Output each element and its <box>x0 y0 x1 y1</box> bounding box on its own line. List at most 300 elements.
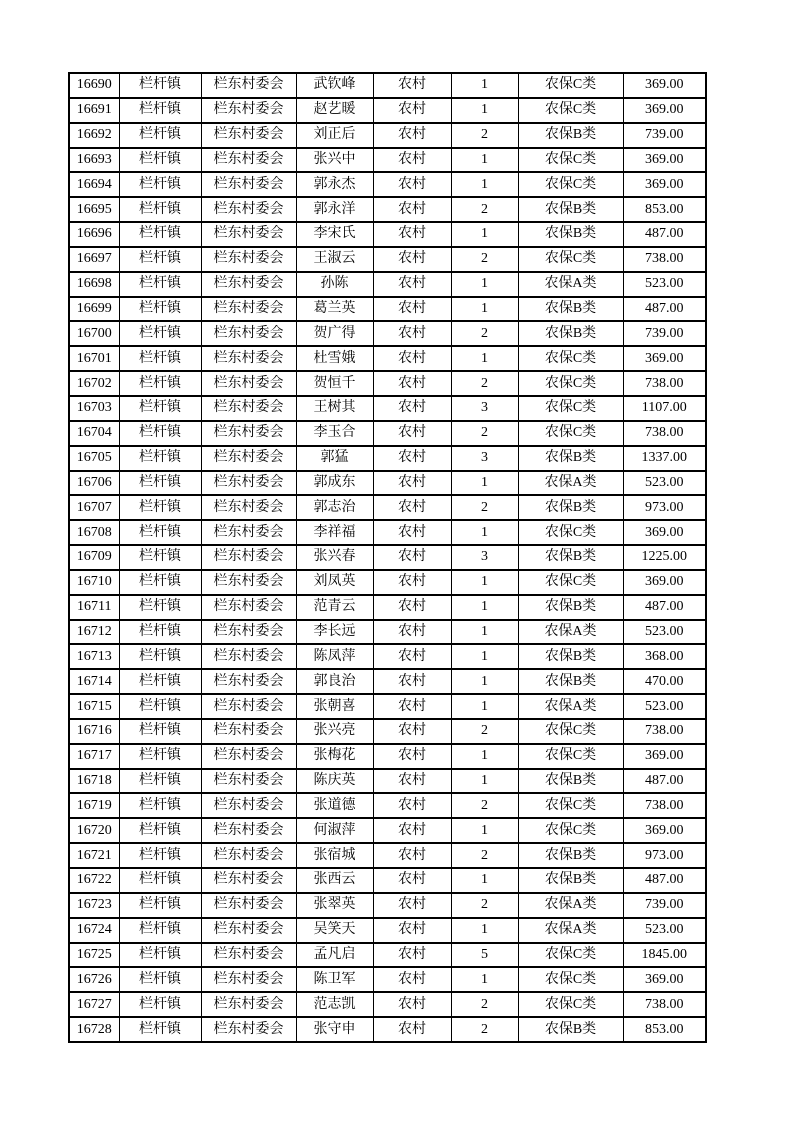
cell-person-count: 1 <box>451 98 518 123</box>
cell-insurance-category: 农保C类 <box>518 172 623 197</box>
cell-town: 栏杆镇 <box>119 943 201 968</box>
cell-town: 栏杆镇 <box>119 843 201 868</box>
cell-record-id: 16720 <box>69 818 119 843</box>
cell-person-count: 2 <box>451 793 518 818</box>
cell-amount: 738.00 <box>623 371 706 396</box>
cell-insurance-category: 农保C类 <box>518 346 623 371</box>
cell-person-count: 1 <box>451 73 518 98</box>
cell-insurance-category: 农保B类 <box>518 1017 623 1042</box>
cell-person-count: 1 <box>451 967 518 992</box>
cell-record-id: 16701 <box>69 346 119 371</box>
cell-record-id: 16717 <box>69 744 119 769</box>
cell-amount: 523.00 <box>623 918 706 943</box>
cell-residence-type: 农村 <box>373 918 451 943</box>
cell-town: 栏杆镇 <box>119 893 201 918</box>
table-row <box>69 396 706 421</box>
cell-insurance-category: 农保C类 <box>518 992 623 1017</box>
cell-person-name: 王树其 <box>296 396 373 421</box>
cell-amount: 487.00 <box>623 868 706 893</box>
cell-village-committee: 栏东村委会 <box>201 148 296 173</box>
cell-person-name: 李长远 <box>296 620 373 645</box>
cell-town: 栏杆镇 <box>119 719 201 744</box>
cell-person-name: 李玉合 <box>296 421 373 446</box>
cell-amount: 487.00 <box>623 595 706 620</box>
cell-person-count: 1 <box>451 222 518 247</box>
table-row <box>69 222 706 247</box>
cell-person-name: 何淑萍 <box>296 818 373 843</box>
cell-person-name: 王淑云 <box>296 247 373 272</box>
cell-insurance-category: 农保C类 <box>518 570 623 595</box>
cell-amount: 523.00 <box>623 620 706 645</box>
table-row <box>69 918 706 943</box>
cell-town: 栏杆镇 <box>119 421 201 446</box>
cell-person-name: 贺广得 <box>296 321 373 346</box>
table-row <box>69 694 706 719</box>
cell-insurance-category: 农保B类 <box>518 222 623 247</box>
cell-person-name: 张兴亮 <box>296 719 373 744</box>
cell-residence-type: 农村 <box>373 992 451 1017</box>
cell-person-count: 2 <box>451 371 518 396</box>
cell-record-id: 16692 <box>69 123 119 148</box>
cell-residence-type: 农村 <box>373 321 451 346</box>
cell-person-count: 2 <box>451 992 518 1017</box>
cell-person-count: 2 <box>451 247 518 272</box>
cell-village-committee: 栏东村委会 <box>201 868 296 893</box>
cell-village-committee: 栏东村委会 <box>201 545 296 570</box>
table-row <box>69 793 706 818</box>
cell-village-committee: 栏东村委会 <box>201 893 296 918</box>
cell-village-committee: 栏东村委会 <box>201 197 296 222</box>
cell-amount: 738.00 <box>623 421 706 446</box>
cell-insurance-category: 农保A类 <box>518 471 623 496</box>
cell-insurance-category: 农保B类 <box>518 843 623 868</box>
cell-village-committee: 栏东村委会 <box>201 669 296 694</box>
cell-town: 栏杆镇 <box>119 495 201 520</box>
table-row <box>69 197 706 222</box>
cell-person-name: 葛兰英 <box>296 297 373 322</box>
table-row <box>69 421 706 446</box>
cell-village-committee: 栏东村委会 <box>201 421 296 446</box>
cell-insurance-category: 农保C类 <box>518 371 623 396</box>
cell-town: 栏杆镇 <box>119 446 201 471</box>
cell-person-count: 2 <box>451 321 518 346</box>
cell-record-id: 16700 <box>69 321 119 346</box>
cell-insurance-category: 农保B类 <box>518 644 623 669</box>
cell-insurance-category: 农保C类 <box>518 148 623 173</box>
cell-person-count: 1 <box>451 918 518 943</box>
cell-person-name: 张兴春 <box>296 545 373 570</box>
cell-amount: 369.00 <box>623 98 706 123</box>
cell-insurance-category: 农保B类 <box>518 769 623 794</box>
table-row <box>69 967 706 992</box>
cell-town: 栏杆镇 <box>119 148 201 173</box>
cell-person-count: 1 <box>451 272 518 297</box>
cell-person-name: 吴笑天 <box>296 918 373 943</box>
cell-person-name: 范志凯 <box>296 992 373 1017</box>
cell-town: 栏杆镇 <box>119 570 201 595</box>
cell-person-count: 1 <box>451 346 518 371</box>
table-row <box>69 520 706 545</box>
cell-village-committee: 栏东村委会 <box>201 471 296 496</box>
table-row <box>69 1017 706 1042</box>
cell-village-committee: 栏东村委会 <box>201 98 296 123</box>
cell-insurance-category: 农保B类 <box>518 123 623 148</box>
cell-village-committee: 栏东村委会 <box>201 570 296 595</box>
cell-record-id: 16714 <box>69 669 119 694</box>
cell-village-committee: 栏东村委会 <box>201 719 296 744</box>
cell-residence-type: 农村 <box>373 73 451 98</box>
cell-insurance-category: 农保A类 <box>518 620 623 645</box>
cell-record-id: 16691 <box>69 98 119 123</box>
cell-person-count: 1 <box>451 769 518 794</box>
cell-town: 栏杆镇 <box>119 247 201 272</box>
cell-person-count: 1 <box>451 694 518 719</box>
cell-town: 栏杆镇 <box>119 694 201 719</box>
cell-insurance-category: 农保B类 <box>518 446 623 471</box>
cell-residence-type: 农村 <box>373 396 451 421</box>
cell-insurance-category: 农保B类 <box>518 197 623 222</box>
cell-village-committee: 栏东村委会 <box>201 371 296 396</box>
cell-residence-type: 农村 <box>373 272 451 297</box>
cell-person-count: 1 <box>451 172 518 197</box>
cell-town: 栏杆镇 <box>119 793 201 818</box>
cell-residence-type: 农村 <box>373 495 451 520</box>
cell-person-count: 1 <box>451 148 518 173</box>
cell-insurance-category: 农保C类 <box>518 73 623 98</box>
cell-amount: 369.00 <box>623 148 706 173</box>
cell-town: 栏杆镇 <box>119 918 201 943</box>
cell-person-count: 1 <box>451 297 518 322</box>
cell-record-id: 16723 <box>69 893 119 918</box>
benefit-roster-table <box>68 72 707 1043</box>
cell-town: 栏杆镇 <box>119 818 201 843</box>
table-row <box>69 744 706 769</box>
cell-town: 栏杆镇 <box>119 967 201 992</box>
table-row <box>69 769 706 794</box>
cell-record-id: 16704 <box>69 421 119 446</box>
cell-person-count: 1 <box>451 669 518 694</box>
cell-village-committee: 栏东村委会 <box>201 793 296 818</box>
cell-person-count: 5 <box>451 943 518 968</box>
cell-insurance-category: 农保C类 <box>518 421 623 446</box>
table-row <box>69 495 706 520</box>
table-row <box>69 321 706 346</box>
cell-record-id: 16705 <box>69 446 119 471</box>
cell-amount: 487.00 <box>623 769 706 794</box>
cell-town: 栏杆镇 <box>119 471 201 496</box>
table-row <box>69 446 706 471</box>
cell-amount: 369.00 <box>623 172 706 197</box>
cell-record-id: 16725 <box>69 943 119 968</box>
cell-person-name: 张道德 <box>296 793 373 818</box>
cell-residence-type: 农村 <box>373 943 451 968</box>
cell-town: 栏杆镇 <box>119 868 201 893</box>
cell-amount: 369.00 <box>623 520 706 545</box>
table-body <box>69 73 706 1042</box>
cell-person-count: 3 <box>451 545 518 570</box>
cell-person-count: 2 <box>451 197 518 222</box>
cell-residence-type: 农村 <box>373 197 451 222</box>
cell-town: 栏杆镇 <box>119 595 201 620</box>
cell-residence-type: 农村 <box>373 893 451 918</box>
cell-village-committee: 栏东村委会 <box>201 818 296 843</box>
cell-residence-type: 农村 <box>373 222 451 247</box>
cell-amount: 853.00 <box>623 1017 706 1042</box>
cell-amount: 1845.00 <box>623 943 706 968</box>
cell-village-committee: 栏东村委会 <box>201 918 296 943</box>
cell-amount: 738.00 <box>623 793 706 818</box>
cell-person-name: 贺恒千 <box>296 371 373 396</box>
cell-amount: 738.00 <box>623 247 706 272</box>
cell-insurance-category: 农保A类 <box>518 893 623 918</box>
cell-person-count: 2 <box>451 893 518 918</box>
cell-insurance-category: 农保C类 <box>518 520 623 545</box>
cell-amount: 738.00 <box>623 992 706 1017</box>
cell-village-committee: 栏东村委会 <box>201 123 296 148</box>
cell-person-name: 陈庆英 <box>296 769 373 794</box>
cell-insurance-category: 农保B类 <box>518 545 623 570</box>
cell-town: 栏杆镇 <box>119 620 201 645</box>
cell-residence-type: 农村 <box>373 1017 451 1042</box>
cell-person-name: 郭良治 <box>296 669 373 694</box>
cell-residence-type: 农村 <box>373 843 451 868</box>
cell-record-id: 16693 <box>69 148 119 173</box>
cell-person-count: 2 <box>451 719 518 744</box>
cell-record-id: 16709 <box>69 545 119 570</box>
cell-village-committee: 栏东村委会 <box>201 520 296 545</box>
cell-person-count: 1 <box>451 868 518 893</box>
cell-village-committee: 栏东村委会 <box>201 843 296 868</box>
cell-record-id: 16702 <box>69 371 119 396</box>
cell-insurance-category: 农保C类 <box>518 247 623 272</box>
table-row <box>69 272 706 297</box>
cell-town: 栏杆镇 <box>119 371 201 396</box>
table-row <box>69 620 706 645</box>
cell-amount: 973.00 <box>623 495 706 520</box>
table-row <box>69 471 706 496</box>
cell-residence-type: 农村 <box>373 868 451 893</box>
table-row <box>69 371 706 396</box>
cell-amount: 853.00 <box>623 197 706 222</box>
cell-person-name: 郭永洋 <box>296 197 373 222</box>
cell-record-id: 16716 <box>69 719 119 744</box>
cell-village-committee: 栏东村委会 <box>201 744 296 769</box>
cell-record-id: 16728 <box>69 1017 119 1042</box>
cell-amount: 973.00 <box>623 843 706 868</box>
table-row <box>69 73 706 98</box>
cell-amount: 523.00 <box>623 694 706 719</box>
cell-person-name: 张西云 <box>296 868 373 893</box>
cell-insurance-category: 农保B类 <box>518 595 623 620</box>
table-row <box>69 98 706 123</box>
cell-residence-type: 农村 <box>373 620 451 645</box>
cell-record-id: 16710 <box>69 570 119 595</box>
cell-town: 栏杆镇 <box>119 669 201 694</box>
cell-town: 栏杆镇 <box>119 346 201 371</box>
cell-village-committee: 栏东村委会 <box>201 769 296 794</box>
cell-insurance-category: 农保A类 <box>518 918 623 943</box>
cell-amount: 369.00 <box>623 967 706 992</box>
table-row <box>69 818 706 843</box>
cell-person-count: 1 <box>451 644 518 669</box>
cell-residence-type: 农村 <box>373 669 451 694</box>
cell-village-committee: 栏东村委会 <box>201 172 296 197</box>
cell-town: 栏杆镇 <box>119 297 201 322</box>
cell-record-id: 16696 <box>69 222 119 247</box>
cell-person-count: 1 <box>451 595 518 620</box>
cell-village-committee: 栏东村委会 <box>201 396 296 421</box>
cell-town: 栏杆镇 <box>119 769 201 794</box>
cell-town: 栏杆镇 <box>119 396 201 421</box>
cell-amount: 738.00 <box>623 719 706 744</box>
cell-town: 栏杆镇 <box>119 644 201 669</box>
cell-insurance-category: 农保C类 <box>518 396 623 421</box>
cell-record-id: 16695 <box>69 197 119 222</box>
cell-record-id: 16721 <box>69 843 119 868</box>
cell-amount: 487.00 <box>623 222 706 247</box>
cell-residence-type: 农村 <box>373 818 451 843</box>
cell-person-count: 1 <box>451 570 518 595</box>
cell-town: 栏杆镇 <box>119 222 201 247</box>
cell-person-name: 范青云 <box>296 595 373 620</box>
cell-amount: 739.00 <box>623 893 706 918</box>
table-row <box>69 992 706 1017</box>
cell-village-committee: 栏东村委会 <box>201 495 296 520</box>
cell-town: 栏杆镇 <box>119 321 201 346</box>
cell-person-name: 张宿城 <box>296 843 373 868</box>
cell-town: 栏杆镇 <box>119 272 201 297</box>
cell-person-name: 孟凡启 <box>296 943 373 968</box>
cell-person-count: 2 <box>451 495 518 520</box>
cell-person-count: 3 <box>451 446 518 471</box>
cell-insurance-category: 农保A类 <box>518 272 623 297</box>
table-row <box>69 570 706 595</box>
cell-insurance-category: 农保C类 <box>518 943 623 968</box>
cell-village-committee: 栏东村委会 <box>201 1017 296 1042</box>
cell-record-id: 16719 <box>69 793 119 818</box>
cell-village-committee: 栏东村委会 <box>201 694 296 719</box>
cell-residence-type: 农村 <box>373 520 451 545</box>
cell-person-name: 郭成东 <box>296 471 373 496</box>
cell-person-name: 武钦峰 <box>296 73 373 98</box>
cell-record-id: 16697 <box>69 247 119 272</box>
cell-village-committee: 栏东村委会 <box>201 595 296 620</box>
table-row <box>69 843 706 868</box>
cell-residence-type: 农村 <box>373 98 451 123</box>
cell-record-id: 16708 <box>69 520 119 545</box>
cell-person-name: 赵艺暖 <box>296 98 373 123</box>
cell-village-committee: 栏东村委会 <box>201 272 296 297</box>
cell-amount: 739.00 <box>623 321 706 346</box>
cell-record-id: 16715 <box>69 694 119 719</box>
cell-insurance-category: 农保B类 <box>518 495 623 520</box>
cell-town: 栏杆镇 <box>119 744 201 769</box>
cell-record-id: 16694 <box>69 172 119 197</box>
cell-residence-type: 农村 <box>373 644 451 669</box>
cell-person-count: 1 <box>451 520 518 545</box>
cell-person-count: 1 <box>451 620 518 645</box>
cell-record-id: 16703 <box>69 396 119 421</box>
table-row <box>69 247 706 272</box>
cell-insurance-category: 农保C类 <box>518 793 623 818</box>
cell-amount: 369.00 <box>623 818 706 843</box>
cell-amount: 369.00 <box>623 744 706 769</box>
cell-town: 栏杆镇 <box>119 197 201 222</box>
cell-record-id: 16726 <box>69 967 119 992</box>
cell-record-id: 16724 <box>69 918 119 943</box>
cell-amount: 523.00 <box>623 471 706 496</box>
cell-person-name: 张兴中 <box>296 148 373 173</box>
cell-person-name: 李祥福 <box>296 520 373 545</box>
cell-insurance-category: 农保C类 <box>518 967 623 992</box>
cell-town: 栏杆镇 <box>119 992 201 1017</box>
table-row <box>69 595 706 620</box>
cell-insurance-category: 农保B类 <box>518 321 623 346</box>
cell-record-id: 16722 <box>69 868 119 893</box>
cell-amount: 487.00 <box>623 297 706 322</box>
cell-person-name: 杜雪娥 <box>296 346 373 371</box>
table-row <box>69 346 706 371</box>
cell-record-id: 16706 <box>69 471 119 496</box>
cell-person-count: 1 <box>451 818 518 843</box>
cell-village-committee: 栏东村委会 <box>201 73 296 98</box>
cell-amount: 1107.00 <box>623 396 706 421</box>
cell-person-name: 郭志治 <box>296 495 373 520</box>
cell-person-count: 2 <box>451 421 518 446</box>
cell-person-name: 张梅花 <box>296 744 373 769</box>
cell-town: 栏杆镇 <box>119 98 201 123</box>
cell-village-committee: 栏东村委会 <box>201 247 296 272</box>
cell-village-committee: 栏东村委会 <box>201 346 296 371</box>
cell-residence-type: 农村 <box>373 967 451 992</box>
cell-residence-type: 农村 <box>373 769 451 794</box>
cell-person-count: 3 <box>451 396 518 421</box>
cell-insurance-category: 农保C类 <box>518 818 623 843</box>
cell-residence-type: 农村 <box>373 247 451 272</box>
cell-insurance-category: 农保C类 <box>518 98 623 123</box>
cell-record-id: 16712 <box>69 620 119 645</box>
cell-amount: 523.00 <box>623 272 706 297</box>
cell-residence-type: 农村 <box>373 123 451 148</box>
cell-town: 栏杆镇 <box>119 123 201 148</box>
cell-record-id: 16690 <box>69 73 119 98</box>
table-row <box>69 669 706 694</box>
cell-town: 栏杆镇 <box>119 172 201 197</box>
cell-person-name: 张守申 <box>296 1017 373 1042</box>
cell-insurance-category: 农保B类 <box>518 669 623 694</box>
cell-residence-type: 农村 <box>373 545 451 570</box>
cell-person-count: 2 <box>451 1017 518 1042</box>
cell-residence-type: 农村 <box>373 172 451 197</box>
cell-insurance-category: 农保C类 <box>518 744 623 769</box>
cell-person-name: 张翠英 <box>296 893 373 918</box>
cell-residence-type: 农村 <box>373 346 451 371</box>
cell-record-id: 16707 <box>69 495 119 520</box>
cell-record-id: 16713 <box>69 644 119 669</box>
cell-person-count: 1 <box>451 744 518 769</box>
table-row <box>69 148 706 173</box>
cell-amount: 470.00 <box>623 669 706 694</box>
cell-village-committee: 栏东村委会 <box>201 620 296 645</box>
table-row <box>69 943 706 968</box>
cell-person-name: 陈卫军 <box>296 967 373 992</box>
cell-person-count: 1 <box>451 471 518 496</box>
cell-person-count: 2 <box>451 123 518 148</box>
cell-person-name: 刘凤英 <box>296 570 373 595</box>
cell-amount: 369.00 <box>623 73 706 98</box>
cell-insurance-category: 农保C类 <box>518 719 623 744</box>
cell-amount: 1225.00 <box>623 545 706 570</box>
